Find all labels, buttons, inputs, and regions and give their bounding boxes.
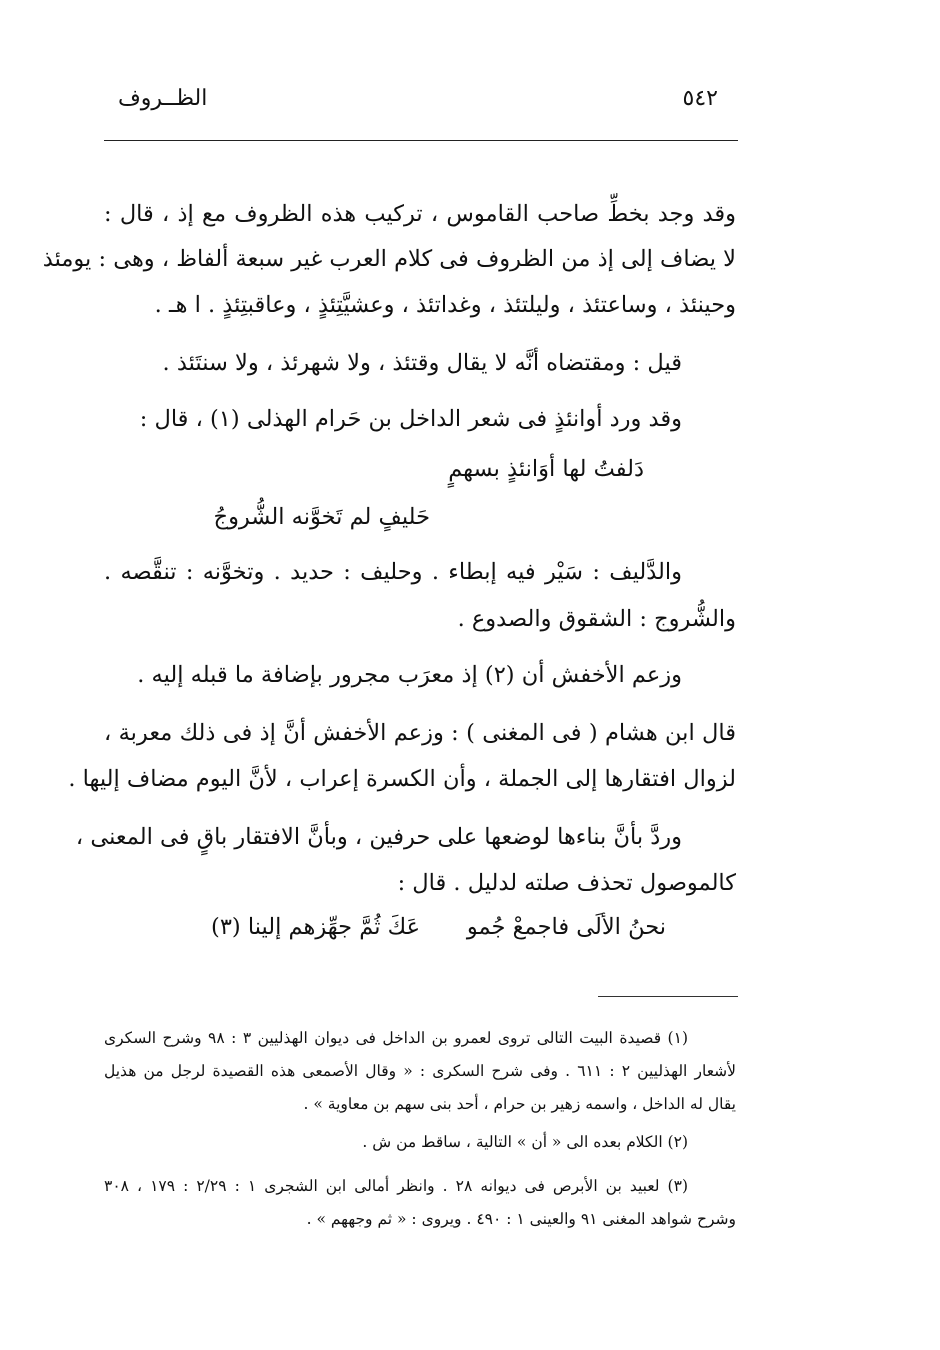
body-line: لزوال افتقارها إلى الجملة ، وأن الكسرة إعراب ، لأنَّ اليوم مضاف إليها . bbox=[68, 766, 736, 792]
body-line: قيل : ومقتضاه أنَّه لا يقال وقتئذ ، ولا شهرئذ ، ولا سنتَئذ . bbox=[162, 350, 682, 376]
body-line: وحينئذ ، وساعتئذ ، وليلتئذ ، وغداتئذ ، وعشيَّتِئذٍ ، وعاقبتِئذٍ . ا هـ . bbox=[154, 292, 736, 318]
body-line: وقد وجد بخطِّ صاحب القاموس ، تركيب هذه الظروف مع إذ ، قال : bbox=[104, 201, 736, 227]
body-line: كالموصول تحذف صلته لدليل . قال : bbox=[397, 870, 736, 896]
verse-hemistich: دَلفتُ لها أوَانئذٍ بسهمٍ bbox=[448, 456, 644, 482]
footnote-line: يقال له الداخل ، واسمه زهير بن حرام ، أحد بنى سهم بن معاوية » . bbox=[303, 1095, 736, 1113]
footnote-line: وشرح شواهد المغنى ٩١ والعينى ١ : ٤٩٠ . ويروى : « ثم وجههم » . bbox=[306, 1210, 736, 1228]
footnote-line: (٢) الكلام بعده الى « أن » التالية ، ساقط من ش . bbox=[362, 1133, 688, 1151]
running-header-title: الظــروف bbox=[118, 86, 208, 111]
body-line: قال ابن هشام ( فى المغنى ) : وزعم الأخفش أنَّ إذ فى ذلك معربة ، bbox=[104, 720, 736, 746]
footnote-line: لأشعار الهذليين ٢ : ٦١١ . وفى شرح السكرى : « وقال الأصمعى هذه القصيدة لرجل من هذيل bbox=[104, 1062, 737, 1080]
verse-hemistich: حَليفٍ لم تَخوَّنه الشُّروجُ bbox=[213, 504, 430, 530]
body-line: والدَّليف : سَيْر فيه إبطاء . وحليف : حديد . وتخوَّنه : تنقَّصه . bbox=[104, 559, 682, 585]
body-line: وردَّ بأنَّ بناءها لوضعها على حرفين ، وبأنَّ الافتقار باقٍ فى المعنى ، bbox=[75, 824, 682, 850]
body-line: والشُّروج : الشقوق والصدوع . bbox=[457, 606, 736, 632]
verse-hemistich: عَكَ ثُمَّ جهِّزهم إلينا (٣) bbox=[211, 914, 420, 940]
body-line: وقد ورد أوانئذٍ فى شعر الداخل بن حَرام الهذلى (١) ، قال : bbox=[139, 406, 682, 432]
body-line: وزعم الأخفش أن (٢) إذ معرَب مجرور بإضافة ما قبله إليه . bbox=[137, 662, 682, 688]
body-line: لا يضاف إلى إذ من الظروف فى كلام العرب غير سبعة ألفاظ ، وهى : يومئذ bbox=[42, 246, 736, 272]
header-divider bbox=[104, 140, 738, 141]
footnote-line: (١) قصيدة البيت التالى تروى لعمرو بن الداخل فى ديوان الهذليين ٣ : ٩٨ وشرح السكرى bbox=[104, 1029, 688, 1047]
page-number: ٥٤٢ bbox=[682, 86, 718, 111]
verse-hemistich: نحنُ الألَى فاجمعْ جُمو bbox=[466, 914, 666, 940]
footnote-divider bbox=[598, 996, 738, 997]
footnote-line: (٣) لعبيد بن الأبرص فى ديوانه ٢٨ . وانظر أمالى ابن الشجرى ١ : ٢/٢٩ : ١٧٩ ، ٣٠٨ bbox=[104, 1177, 688, 1195]
